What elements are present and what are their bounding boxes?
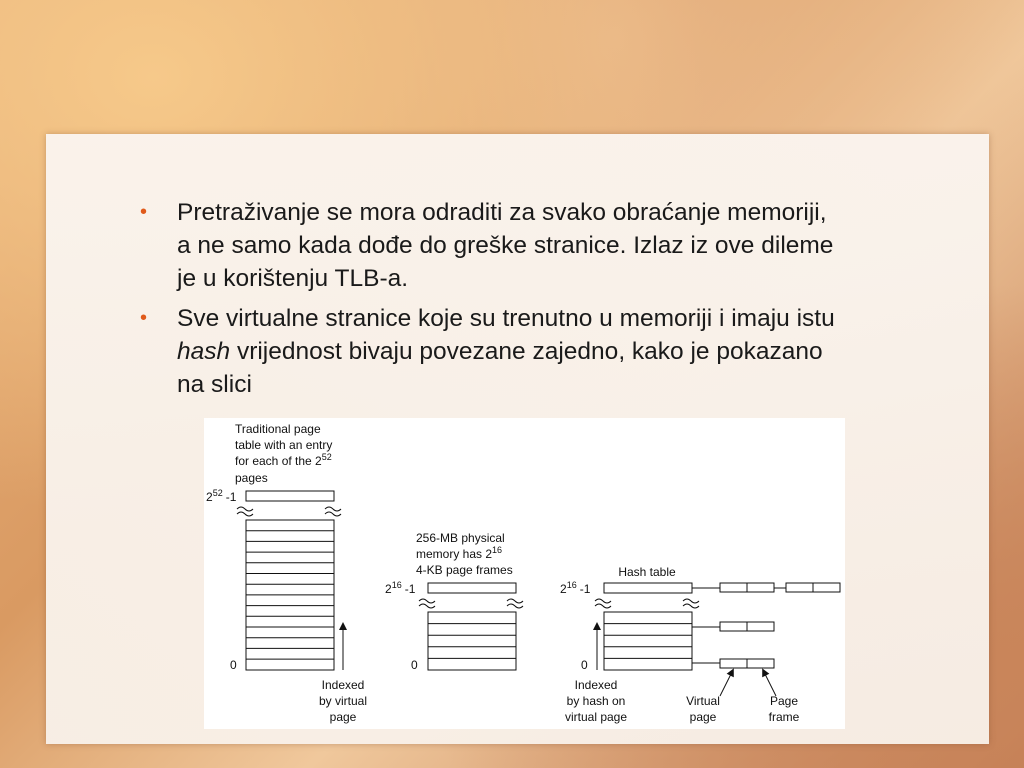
- left-break-mark: [325, 507, 341, 516]
- left-title-line2: table with an entry: [235, 438, 333, 452]
- left-table-rows: [246, 531, 334, 659]
- bullet-dot: •: [140, 307, 148, 329]
- figure-svg: [204, 418, 845, 729]
- hash-table-top-entry: [604, 583, 692, 593]
- virtual-page-label-line1: Virtual: [686, 694, 720, 708]
- bullet-item-2: [140, 302, 840, 401]
- mid-zero-label: 0: [411, 658, 418, 672]
- left-table-top-entry: [246, 491, 334, 501]
- mid-table-body: [428, 612, 516, 670]
- traditional-page-table: [206, 422, 367, 724]
- bullet-list: [140, 196, 840, 408]
- right-break-mark: [595, 599, 611, 608]
- right-caption-line1: Indexed: [574, 678, 618, 692]
- right-caption-line2: by hash on: [566, 694, 626, 708]
- hash-table-title: Hash table: [618, 565, 676, 579]
- page-frame-arrow: [764, 672, 776, 696]
- page-frame-label-line1: Page: [769, 694, 799, 708]
- left-break-mark: [237, 507, 253, 516]
- mid-title-line1: 256-MB physical: [416, 531, 505, 545]
- virtual-page-arrow: [720, 672, 732, 696]
- physical-memory-table: [385, 531, 523, 672]
- right-break-mark: [683, 599, 699, 608]
- bullet-text-2b: vrijednost bivaju povezane zajedno, kako je pokazano na slici: [177, 338, 823, 398]
- mid-top-index-label: $2^{16}$ -1: [385, 580, 416, 596]
- bullet-text-2a: Sve virtualne stranice koje su trenutno u memoriji i imaju istu: [177, 305, 835, 332]
- left-title-line3: for each of the $2^{52}$: [235, 452, 332, 468]
- bullet-text-1: Pretraživanje se mora odraditi za svako obraćanje memoriji, a ne samo kada dođe do greške stranice. Izlaz iz ove dileme je u korištenju TLB-a.: [177, 199, 834, 292]
- bullet-dot: •: [140, 201, 148, 223]
- mid-table-top-entry: [428, 583, 516, 593]
- bullet-item-1: [140, 196, 840, 295]
- right-zero-label: 0: [581, 658, 588, 672]
- left-title-line1: Traditional page: [235, 422, 321, 436]
- hash-table: [560, 565, 840, 724]
- hash-table-rows: [604, 624, 692, 659]
- left-top-index-label: $2^{52}$ -1: [206, 488, 237, 504]
- mid-break-mark: [419, 599, 435, 608]
- virtual-page-label-line2: page: [689, 710, 717, 724]
- right-caption-line3: virtual page: [564, 710, 628, 724]
- mid-table-rows: [428, 624, 516, 659]
- mid-title-line3: 4-KB page frames: [416, 563, 513, 577]
- left-caption-line3: page: [329, 710, 357, 724]
- mid-break-mark: [507, 599, 523, 608]
- left-caption-line1: Indexed: [321, 678, 365, 692]
- hash-table-body: [604, 612, 692, 670]
- left-title-line4: pages: [235, 471, 268, 485]
- left-caption-line2: by virtual: [318, 694, 368, 708]
- left-zero-label: 0: [230, 658, 237, 672]
- right-top-index-label: $2^{16}$ -1: [560, 580, 591, 596]
- page-frame-label-line2: frame: [768, 710, 800, 724]
- page-table-figure: [204, 418, 845, 729]
- bullet-text-2-italic: hash: [177, 338, 231, 365]
- mid-title-line2: memory has $2^{16}$: [416, 545, 503, 561]
